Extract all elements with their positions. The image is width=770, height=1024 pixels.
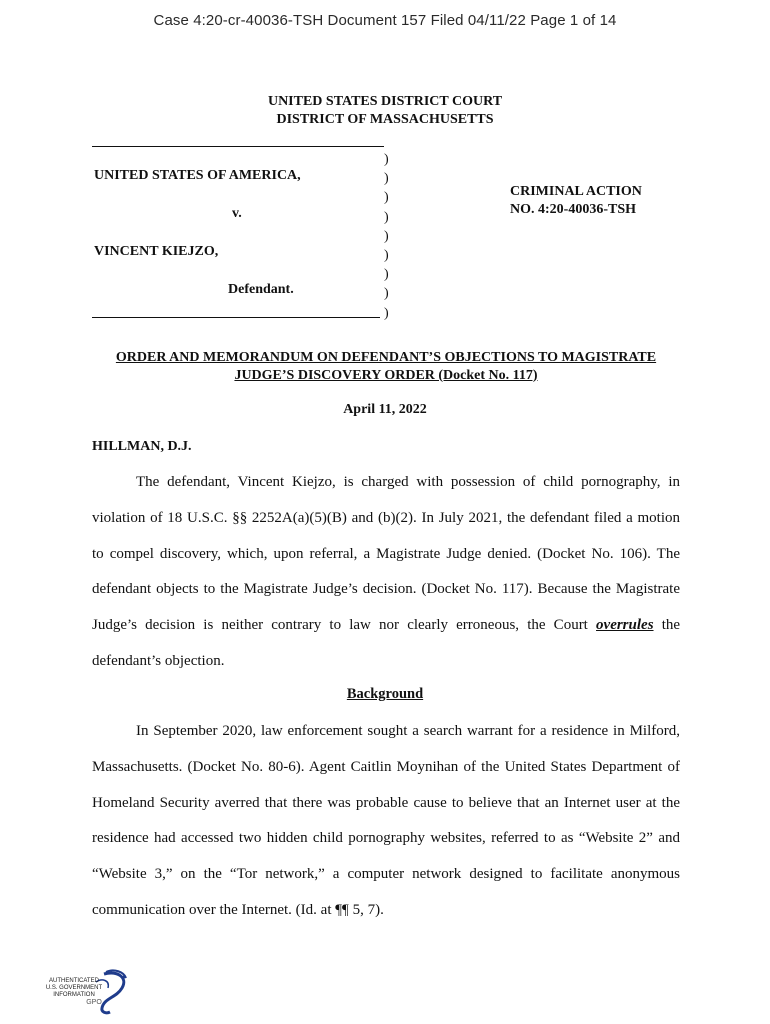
caption-paren: ) xyxy=(384,152,389,167)
caption-paren: ) xyxy=(384,171,389,187)
caption-paren: ) xyxy=(384,228,389,244)
order-title-line2: JUDGE’S DISCOVERY ORDER (Docket No. 117) xyxy=(234,368,538,383)
svg-text:U.S. GOVERNMENT: U.S. GOVERNMENT xyxy=(45,985,103,991)
caption-paren: ) xyxy=(384,267,389,283)
paragraph-intro xyxy=(92,465,680,680)
ecf-header-stamp: Case 4:20-cr-40036-TSH Document 157 Filed 04/11/22 Page 1 of 14 xyxy=(153,12,617,29)
gpo-authentication-logo xyxy=(44,968,134,1016)
order-title-line1: ORDER AND MEMORANDUM ON DEFENDANT’S OBJECTIONS TO MAGISTRATE xyxy=(115,350,657,365)
paragraph-intro-text: The defendant, Vincent Kiejzo, is charged with possession of child pornography, in violation of 18 U.S.C. §§ 2252A(a)(5)(B) and (b)(2). In July 2021, the defendant filed a motion to compel discovery, which, upon referral, a Magistrate Judge denied. (Docket No. 106). The defendant objects to the Magistrate Judge’s decision. (Docket No. 117). Because the Magistrate Judge’s decision is neither contrary to law nor clearly erroneous, the Court xyxy=(92,474,680,634)
ruling-emphasis: overrules xyxy=(596,617,654,634)
caption-top-rule xyxy=(92,146,384,147)
order-title xyxy=(92,349,680,385)
caption-defendant-name: VINCENT KIEJZO, xyxy=(94,244,219,259)
svg-text:AUTHENTICATED: AUTHENTICATED xyxy=(49,978,99,984)
paragraph-background xyxy=(92,714,680,929)
caption-bottom-rule xyxy=(92,317,380,318)
svg-text:GPO: GPO xyxy=(86,999,102,1006)
case-number: NO. 4:20-40036-TSH xyxy=(510,202,636,217)
caption-paren: ) xyxy=(384,190,389,206)
svg-text:INFORMATION: INFORMATION xyxy=(53,992,95,998)
court-district: DISTRICT OF MASSACHUSETTS xyxy=(276,112,494,127)
caption-defendant-role: Defendant. xyxy=(228,282,294,297)
section-heading-background: Background xyxy=(346,686,424,702)
caption-paren: ) xyxy=(384,286,389,302)
criminal-action-label: CRIMINAL ACTION xyxy=(510,184,642,199)
court-name: UNITED STATES DISTRICT COURT xyxy=(267,94,503,109)
judge-name: HILLMAN, D.J. xyxy=(92,439,192,454)
paragraph-intro-text-end: the defendant’s objection. xyxy=(92,617,681,669)
caption-versus: v. xyxy=(232,206,242,221)
paragraph-background-text: In September 2020, law enforcement sought a search warrant for a residence in Milford, Massachusetts. (Docket No. 80-6). Agent Caitlin Moynihan of the United States Department of Homeland Security averred that there was probable cause to believe that an Internet user at the residence had accessed two hidden child pornography websites, referred to as “Website 2” and “Website 3,” on the “Tor network,” a computer network designed to facilitate anonymous communication over the Internet. (Id. at ¶¶ 5, 7). xyxy=(92,723,680,918)
caption-paren: ) xyxy=(384,305,389,321)
caption-paren: ) xyxy=(384,209,389,225)
caption-paren-column xyxy=(384,150,396,323)
gpo-eagle-icon xyxy=(44,968,134,1016)
caption-paren: ) xyxy=(384,248,389,264)
caption-plaintiff: UNITED STATES OF AMERICA, xyxy=(94,168,301,183)
order-date: April 11, 2022 xyxy=(343,402,427,417)
